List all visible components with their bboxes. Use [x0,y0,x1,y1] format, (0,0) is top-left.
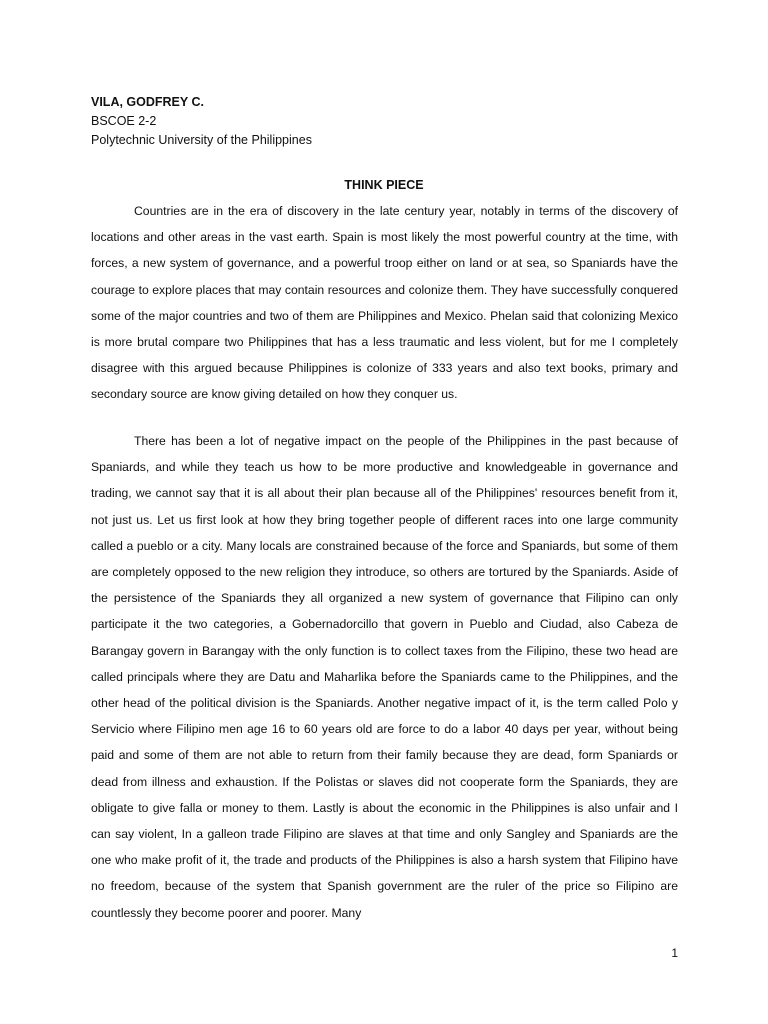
document-title: THINK PIECE [344,178,424,192]
author-block [91,93,312,150]
body-paragraph-2: There has been a lot of negative impact on the people of the Philippines in the past because of Spaniards, and while they teach us how to be more productive and knowledgeable in governance and trading, we cannot say that it is all about their plan because all of the Philippines' resources benefit from it, not just us. Let us first look at how they bring together people of different races into one large community called a pueblo or a city. Many locals are constrained because of the force and Spaniards, but some of them are completely opposed to the new religion they introduce, so others are tortured by the Spaniards. Aside of the persistence of the Spaniards they all organized a new system of governance that Filipino can only participate it the two categories, a Gobernadorcillo that govern in Pueblo and Ciudad, also Cabeza de Barangay govern in Barangay with the only function is to collect taxes from the Filipino, these two head are called principals where they are Datu and Maharlika before the Spaniards came to the Philippines, and the other head of the political division is the Spaniards. Another negative impact of it, is the term called Polo y Servicio where Filipino men age 16 to 60 years old are force to do a labor 40 days per year, without being paid and some of them are not able to return from their family because they are dead, form Spaniards or dead from illness and exhaustion. If the Polistas or slaves did not cooperate form the Spaniards, they are obligate to give falla or money to them. Lastly is about the economic in the Philippines is also unfair and I can say violent, In a galleon trade Filipino are slaves at that time and only Sangley and Spaniards are the one who make profit of it, the trade and products of the Philippines is also a harsh system that Filipino have no freedom, because of the system that Spanish government are the ruler of the price so Filipino are countlessly they become poorer and poorer. Many [91,434,678,920]
author-section: BSCOE 2-2 [91,114,157,128]
author-name: VILA, GODFREY C. [91,95,204,109]
body-paragraph-1: Countries are in the era of discovery in the late century year, notably in terms of the discovery of locations and other areas in the vast earth. Spain is most likely the most powerful country at the time, with forces, a new system of governance, and a powerful troop either on land or at sea, so Spaniards have the courage to explore places that may contain resources and colonize them. They have successfully conquered some of the major countries and two of them are Philippines and Mexico. Phelan said that colonizing Mexico is more brutal compare two Philippines that has a less traumatic and less violent, but for me I completely disagree with this argued because Philippines is colonize of 333 years and also text books, primary and secondary source are know giving detailed on how they conquer us. [91,204,678,402]
page-number: 1 [671,946,678,960]
author-school: Polytechnic University of the Philippines [91,133,312,147]
